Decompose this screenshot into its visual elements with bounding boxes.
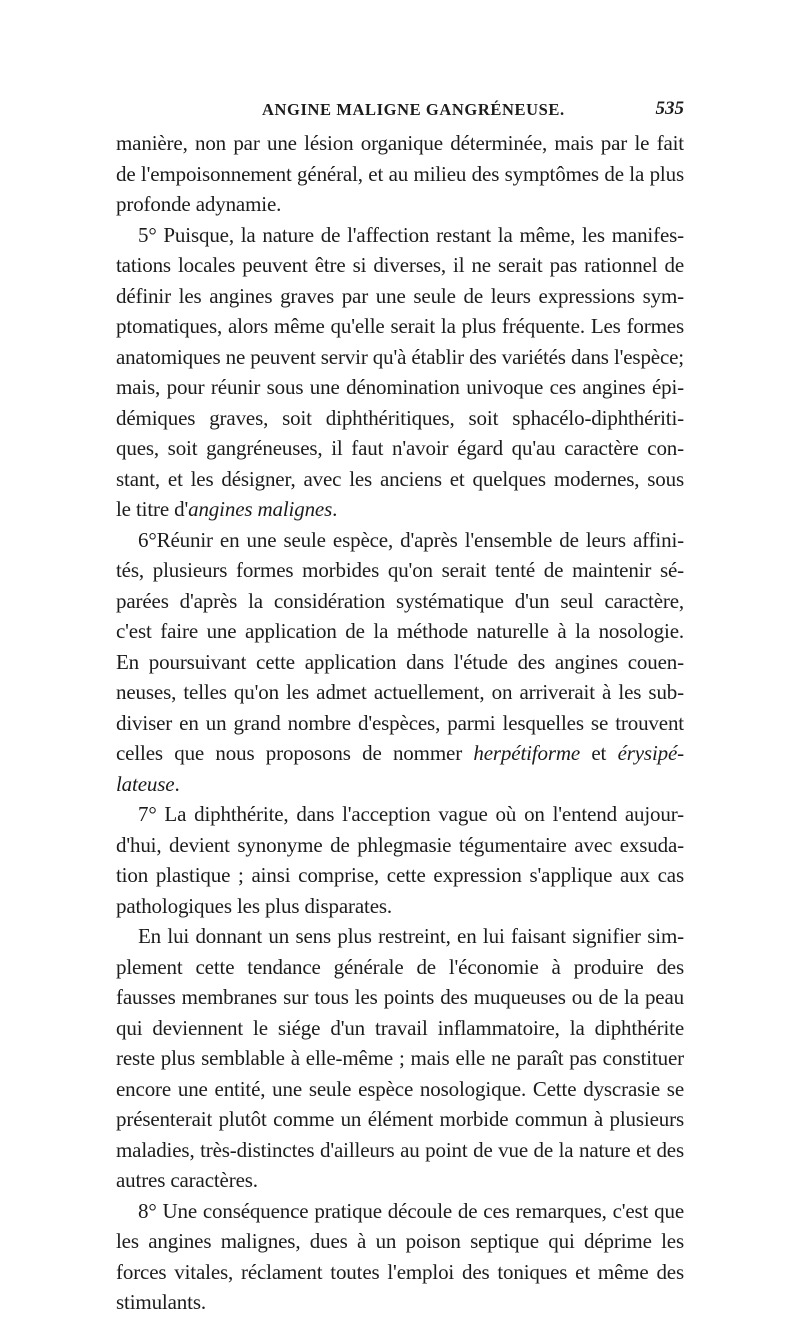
text-line: stimulants. (116, 1290, 206, 1314)
text-line: ptomatiques, alors même qu'elle serait la plus fréquente. Les formes (116, 314, 684, 338)
text-line: tion plastique ; ainsi comprise, cette expression s'applique aux cas (116, 863, 684, 887)
running-title: ANGINE MALIGNE GANGRÉNEUSE. (262, 100, 565, 119)
text-line: stant, et les désigner, avec les anciens et quelques modernes, sous (116, 466, 684, 491)
text-line: parées d'après la considération systématique d'un seul caractère, (116, 588, 684, 613)
text-line: d'hui, devient synonyme de phlegmasie tégumentaire avec exsuda- (116, 832, 684, 857)
text-line: encore une entité, une seule espèce nosologique. Cette dyscrasie se (116, 1076, 684, 1101)
text-line: les angines malignes, dues à un poison septique qui déprime les (116, 1229, 684, 1253)
body-text (116, 128, 684, 1318)
page-number: 535 (655, 98, 684, 119)
text-line: autres caractères. (116, 1168, 258, 1192)
text-line: de l'empoisonnement général, et au milieu des symptômes de la plus (116, 161, 684, 186)
text-line: mais, pour réunir sous une dénomination univoque ces angines épi- (116, 375, 684, 399)
paragraph-6-start: 6°Réunir en une seule espèce, d'après l'ensemble de leurs affini- (138, 527, 684, 552)
text-line: diviser en un grand nombre d'espèces, parmi lesquelles se trouvent (116, 710, 684, 735)
text-line-italic-term: le titre d'angines malignes. (116, 497, 338, 521)
text-line: qui deviennent le siége d'un travail inflammatoire, la diphthérite (116, 1015, 684, 1040)
page-header (116, 96, 684, 126)
paragraph-restricted-sense-start: En lui donnant un sens plus restreint, en lui faisant signifier sim- (138, 924, 684, 948)
text-line: c'est faire une application de la méthode naturelle à la nosologie. (116, 619, 684, 643)
text-line: reste plus semblable à elle-même ; mais elle ne paraît pas constituer (116, 1046, 684, 1070)
text-line: présenterait plutôt comme un élément morbide commun à plusieurs (116, 1107, 684, 1131)
text-line: démiques graves, soit diphthéritiques, soit sphacélo-diphthériti- (116, 405, 684, 430)
text-line: tations locales peuvent être si diverses, il ne serait pas rationnel de (116, 253, 684, 277)
text-line: profonde adynamie. (116, 192, 282, 216)
paragraph-8-start: 8° Une conséquence pratique découle de ces remarques, c'est que (138, 1198, 684, 1223)
paragraph-5-start: 5° Puisque, la nature de l'affection restant la même, les manifes- (138, 222, 684, 247)
text-line: En poursuivant cette application dans l'étude des angines couen- (116, 649, 684, 674)
text-line: pathologiques les plus disparates. (116, 893, 393, 918)
text-line: anatomiques ne peuvent servir qu'à établir des variétés dans l'espèce; (116, 344, 684, 369)
text-line: ques, soit gangréneuses, il faut n'avoir égard qu'au caractère con- (116, 436, 684, 460)
text-line: fausses membranes sur tous les points des muqueuses ou de la peau (116, 985, 684, 1009)
paragraph-7-start: 7° La diphthérite, dans l'acception vague où on l'entend aujour- (138, 802, 684, 826)
text-line: manière, non par une lésion organique déterminée, mais par le fait (116, 131, 684, 155)
text-line: forces vitales, réclament toutes l'emploi des toniques et même des (116, 1259, 684, 1284)
text-line: lateuse. (116, 771, 180, 796)
text-line: tés, plusieurs formes morbides qu'on serait tenté de maintenir sé- (116, 558, 684, 582)
text-line: maladies, très-distinctes d'ailleurs au point de vue de la nature et des (116, 1137, 684, 1162)
text-line: plement cette tendance générale de l'économie à produire des (116, 954, 684, 979)
text-line: celles que nous proposons de nommer herpétiforme et érysipé- (116, 741, 684, 765)
text-line: définir les angines graves par une seule de leurs expressions sym- (116, 283, 684, 308)
text-line: neuses, telles qu'on les admet actuellement, on arriverait à les sub- (116, 680, 684, 704)
